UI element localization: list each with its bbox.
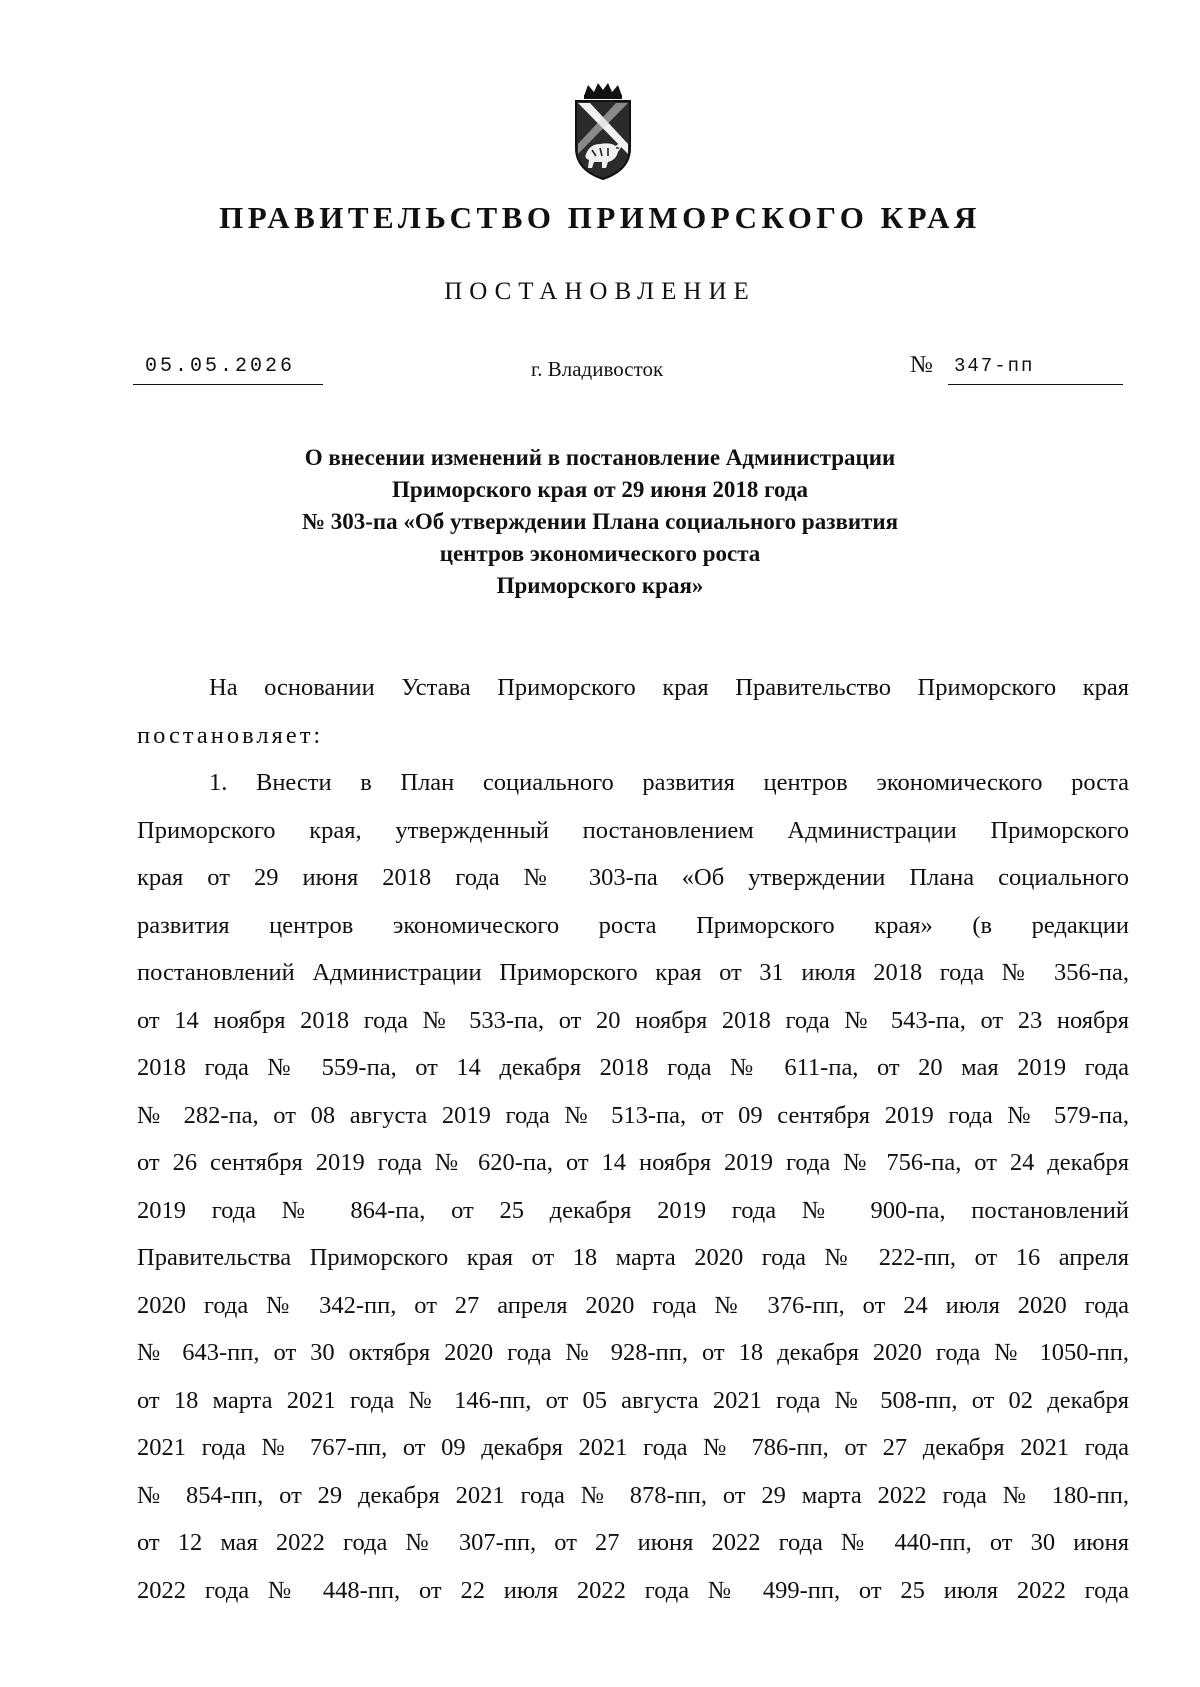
document-body xyxy=(137,664,1129,1614)
preamble-line: постановляет: xyxy=(137,721,324,749)
item1-line: № 282-па, от 08 августа 2019 года № 513-па, от 09 сентября 2019 года № 579-па, xyxy=(137,1101,1129,1129)
document-subject xyxy=(180,442,1020,602)
item1-line: № 854-пп, от 29 декабря 2021 года № 878-пп, от 29 марта 2022 года № 180-пп, xyxy=(137,1481,1129,1509)
item1-line: края от 29 июня 2018 года № 303-па «Об утверждении Плана социального xyxy=(137,864,1129,891)
subject-line: № 303-па «Об утверждении Плана социального развития xyxy=(301,509,899,534)
organization-title: ПРАВИТЕЛЬСТВО ПРИМОРСКОГО КРАЯ xyxy=(219,200,981,235)
subject-line: Приморского края» xyxy=(496,573,704,598)
item1-line: от 12 мая 2022 года № 307-пп, от 27 июня 2022 года № 440-пп, от 30 июня xyxy=(137,1529,1129,1556)
item1-line: развития центров экономического роста Приморского края» (в редакции xyxy=(137,911,1129,939)
item1-line: 1. Внести в План социального развития центров экономического роста xyxy=(209,769,1129,796)
item1-line: Правительства Приморского края от 18 марта 2020 года № 222-пп, от 16 апреля xyxy=(137,1244,1129,1271)
item1-line: 2019 года № 864-па, от 25 декабря 2019 года № 900-па, постановлений xyxy=(137,1196,1129,1224)
item1-line: 2020 года № 342-пп, от 27 апреля 2020 года № 376-пп, от 24 июля 2020 года xyxy=(137,1291,1129,1319)
coat-of-arms-emblem xyxy=(570,82,636,182)
item1-line: № 643-пп, от 30 октября 2020 года № 928-пп, от 18 декабря 2020 года № 1050-пп, xyxy=(137,1339,1129,1366)
item1-line: Приморского края, утвержденный постановлением Администрации Приморского xyxy=(137,816,1129,844)
item1-line: от 26 сентября 2019 года № 620-па, от 14 ноября 2019 года № 756-па, от 24 декабря xyxy=(137,1149,1129,1176)
subject-line: О внесении изменений в постановление Администрации xyxy=(304,445,896,470)
item1-line: 2022 года № 448-пп, от 22 июля 2022 года № 499-пп, от 25 июля 2022 года xyxy=(137,1576,1129,1604)
subject-line: Приморского края от 29 июня 2018 года xyxy=(392,477,808,502)
item1-line: от 18 марта 2021 года № 146-пп, от 05 августа 2021 года № 508-пп, от 02 декабря xyxy=(137,1386,1129,1414)
item1-line: 2018 года № 559-па, от 14 декабря 2018 года № 611-па, от 20 мая 2019 года xyxy=(137,1054,1129,1081)
document-date: 05.05.2026 xyxy=(133,355,323,385)
item1-line: постановлений Администрации Приморского края от 31 июля 2018 года № 356-па, xyxy=(137,959,1129,986)
document-type: ПОСТАНОВЛЕНИЕ xyxy=(444,278,756,305)
document-city: г. Владивосток xyxy=(531,357,664,381)
document-number: 347-пп xyxy=(948,355,1123,385)
item1-line: 2021 года № 767-пп, от 09 декабря 2021 года № 786-пп, от 27 декабря 2021 года xyxy=(137,1434,1129,1461)
item1-line: от 14 ноября 2018 года № 533-па, от 20 ноября 2018 года № 543-па, от 23 ноября xyxy=(137,1006,1129,1034)
subject-line: центров экономического роста xyxy=(439,541,761,566)
number-sign: № xyxy=(910,352,933,378)
preamble-line: На основании Устава Приморского края Правительство Приморского края xyxy=(209,674,1129,701)
